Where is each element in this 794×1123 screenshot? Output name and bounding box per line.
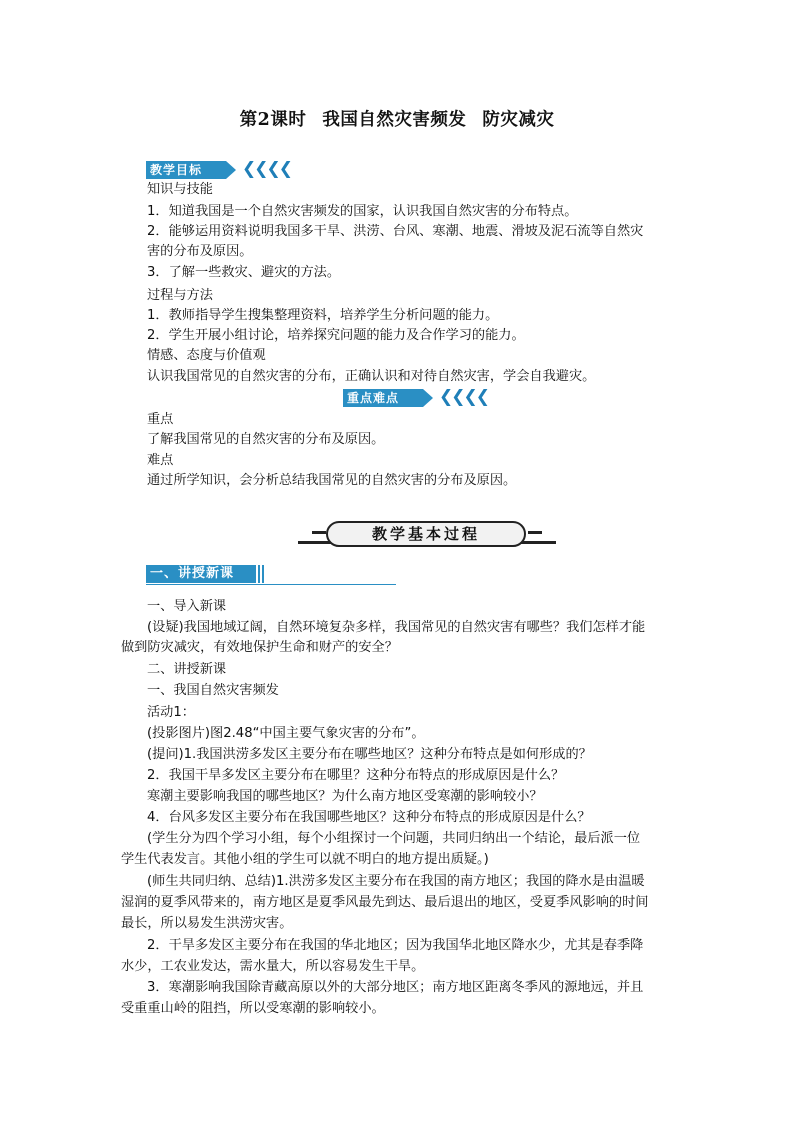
text-line: 3．了解一些救灾、避灾的方法。 [147, 265, 341, 280]
title-subtopic: 防灾减灾 [482, 110, 555, 130]
body-line: 学生代表发言。其他小组的学生可以就不明白的地方提出质疑。) [121, 852, 489, 867]
body-line: 湿润的夏季风带来的，南方地区是夏季风最先到达、最后退出的地区，受夏季风影响的时间 [121, 895, 649, 910]
banner-ornament [528, 531, 542, 534]
text-line: 1．教师指导学生搜集整理资料，培养学生分析问题的能力。 [147, 308, 499, 323]
body-line: (师生共同归纳、总结)1.洪涝多发区主要分布在我国的南方地区；我国的降水是由温暖 [147, 874, 645, 889]
banner-label: 教学基本过程 [326, 521, 526, 547]
title-topic: 我国自然灾害频发 [322, 110, 467, 130]
text-line: 1．知道我国是一个自然灾害频发的国家，认识我国自然灾害的分布特点。 [147, 204, 578, 219]
title-lesson: 第2课时 [239, 110, 307, 130]
text-line: 2．学生开展小组讨论，培养探究问题的能力及合作学习的能力。 [147, 328, 525, 343]
body-line: 2．我国干旱多发区主要分布在哪里？这种分布特点的形成原因是什么？ [147, 768, 565, 783]
body-line: 2．干旱多发区主要分布在我国的华北地区；因为我国华北地区降水少，尤其是春季降 [147, 938, 644, 953]
page-title [0, 106, 794, 131]
section-heading [146, 565, 396, 587]
tab-arrow-icon [423, 389, 433, 407]
body-line: 活动1： [147, 705, 195, 720]
text-line: 2．能够运用资料说明我国多干旱、洪涝、台风、寒潮、地震、滑坡及泥石流等自然灾 [147, 224, 644, 239]
body-line: 受重重山岭的阻挡，所以受寒潮的影响较小。 [121, 1001, 385, 1016]
tab-objectives-label: 教学目标 [146, 161, 226, 179]
body-line: (设疑)我国地域辽阔，自然环境复杂多样，我国常见的自然灾害有哪些？我们怎样才能 [147, 620, 646, 635]
body-line: 最长，所以易发生洪涝灾害。 [121, 916, 293, 931]
body-line: 3．寒潮影响我国除青藏高原以外的大部分地区；南方地区距离冬季风的源地远，并且 [147, 980, 644, 995]
chevrons-icon: ❮❮❮❮ [242, 159, 291, 179]
body-line: 4．台风多发区主要分布在我国哪些地区？这种分布特点的形成原因是什么？ [147, 810, 591, 825]
banner-ornament [312, 531, 326, 534]
section-banner [298, 519, 556, 549]
body-line: (投影图片)图2.48“中国主要气象灾害的分布”。 [147, 726, 425, 741]
chevrons-icon: ❮❮❮❮ [439, 387, 488, 407]
body-line: (提问)1.我国洪涝多发区主要分布在哪些地区？这种分布特点是如何形成的？ [147, 747, 592, 762]
text-line: 害的分布及原因。 [147, 244, 253, 259]
body-line: 二、讲授新课 [147, 662, 227, 677]
tab-keypoints [343, 389, 493, 407]
text-line: 重点 [147, 412, 174, 427]
text-line: 难点 [147, 453, 174, 468]
section-bar [258, 565, 260, 583]
text-line: 知识与技能 [147, 182, 213, 197]
tab-keypoints-label: 重点难点 [343, 389, 423, 407]
tab-objectives [146, 161, 296, 179]
section-bar [262, 565, 264, 583]
body-line: 寒潮主要影响我国的哪些地区？为什么南方地区受寒潮的影响较小？ [147, 789, 543, 804]
body-line: 做到防灾减灾，有效地保护生命和财产的安全？ [121, 640, 398, 655]
body-line: 一、导入新课 [147, 599, 227, 614]
section-underline [146, 584, 396, 585]
tab-arrow-icon [226, 161, 236, 179]
text-line: 情感、态度与价值观 [147, 348, 266, 363]
section-heading-label: 一、讲授新课 [146, 565, 256, 583]
text-line: 认识我国常见的自然灾害的分布，正确认识和对待自然灾害，学会自我避灾。 [147, 369, 596, 384]
text-line: 了解我国常见的自然灾害的分布及原因。 [147, 432, 385, 447]
text-line: 通过所学知识，会分析总结我国常见的自然灾害的分布及原因。 [147, 473, 517, 488]
body-line: 水少，工农业发达，需水量大，所以容易发生干旱。 [121, 959, 425, 974]
body-line: 一、我国自然灾害频发 [147, 683, 279, 698]
body-line: (学生分为四个学习小组，每个小组探讨一个问题，共同归纳出一个结论，最后派一位 [147, 831, 641, 846]
text-line: 过程与方法 [147, 288, 213, 303]
